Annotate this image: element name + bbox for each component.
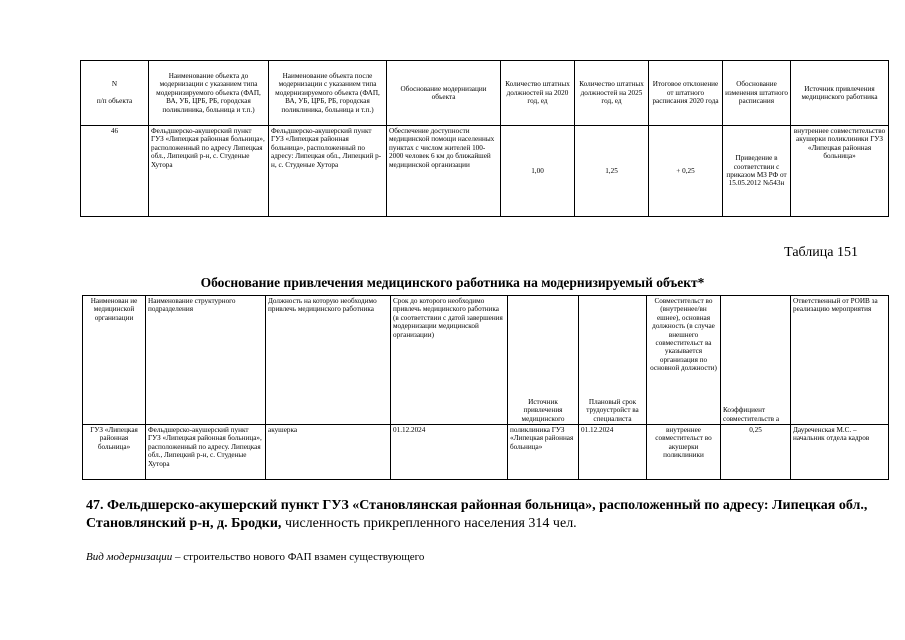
t1-cell-number: 46 (81, 126, 149, 217)
t2-cell-deadline: 01.12.2024 (391, 425, 508, 480)
table-row (81, 126, 889, 217)
table-number: Таблица 151 (784, 245, 858, 260)
t1-cell-object-before: Фельдшерско-акушерский пункт ГУЗ «Липецкая районная больница», расположенный по адресу Липецкая обл., Липецкий р-н, с. Студеные Хутора (149, 126, 269, 217)
t1-header-object-after: Наименование объекта после модернизации с указанием типа модернизируемого объекта (ФАП, ВА, УБ, ЦРБ, РБ, городская поликлиника, больница и т.п.) (269, 61, 387, 126)
t1-header-staff-2025: Количество штатных должностей на 2025 год, ед (575, 61, 649, 126)
t2-cell-coefficient: 0,25 (721, 425, 791, 480)
worker-recruitment-table (82, 295, 889, 480)
t1-cell-object-after: Фельдшерско-акушерский пункт ГУЗ «Липецкая районная больница», расположенный по адресу: Липецкая обл., Липецкий р-н, с. Студеные Хутора (269, 126, 387, 217)
t2-cell-planned-date: 01.12.2024 (579, 425, 647, 480)
modernization-type (86, 551, 424, 563)
t1-cell-staff-2020: 1,00 (501, 126, 575, 217)
section-heading-bold: 47. Фельдшерско-акушерский пункт ГУЗ «Становлянская районная больница», расположенный по адресу: Липецкая обл., Становлянский р-н, д. Бродки, (86, 498, 868, 531)
t1-cell-staff-change-reason: Приведение в соответствии с приказом МЗ РФ от 15.05.2012 №543н (723, 126, 791, 217)
t2-cell-part-time: внутреннее совместительст во акушерки поликлиники (647, 425, 721, 480)
t2-cell-subdivision: Фельдшерско-акушерский пункт ГУЗ «Липецкая районная больница», расположенный по адресу. Липецкая обл., Липецкий р-н, с. Студеные Хутора (146, 425, 266, 480)
modernization-objects-table (80, 60, 889, 217)
t2-header-subdivision: Наименование структурного подразделения (146, 296, 266, 425)
t2-cell-organization: ГУЗ «Липецкая районная больница» (83, 425, 146, 480)
t2-header-planned-date: Плановый срок трудоустройст ва специалиста (579, 296, 647, 425)
t1-header-worker-source: Источник привлечения медицинского работника (791, 61, 889, 126)
section-heading-population: численность прикрепленного населения 314 чел. (281, 516, 577, 531)
t1-header-deviation: Итоговое отклонение от штатного расписания 2020 года (649, 61, 723, 126)
t2-cell-source: поликлиника ГУЗ «Липецкая районная больница» (508, 425, 579, 480)
table-row (83, 425, 889, 480)
t1-cell-deviation: + 0,25 (649, 126, 723, 217)
t1-cell-justification: Обеспечение доступности медицинской помощи населенных пунктах с числом жителей 100-2000 человек 6 км до ближайшей медицинской организации (387, 126, 501, 217)
modernization-label: Вид модернизации (86, 551, 173, 563)
modernization-text: – строительство нового ФАП взамен существующего (172, 551, 425, 563)
table2-title: Обоснование привлечения медицинского работника на модернизируемый объект* (200, 275, 705, 290)
t2-header-position: Должность на которую необходимо привлечь медицинского работника (266, 296, 391, 425)
t1-header-staff-2020: Количество штатных должностей на 2020 год, ед (501, 61, 575, 126)
t1-header-justification: Обоснование модернизации объекта (387, 61, 501, 126)
table2-header-row (83, 296, 889, 425)
t1-header-staff-change-reason: Обоснование изменения штатного расписания (723, 61, 791, 126)
t2-header-part-time: Совместительст во (внутреннее/вн ешнее), основная должность (в случае внешнего совместительст ва указывается организация по основной должности) (647, 296, 721, 425)
section-heading (86, 497, 876, 533)
table1-header-row (81, 61, 889, 126)
t2-header-organization: Наименован ие медицинской организации (83, 296, 146, 425)
t1-cell-staff-2025: 1,25 (575, 126, 649, 217)
t2-header-deadline: Срок до которого необходимо привлечь медицинского работника (в соответствии с датой завершения модернизации медицинской организации) (391, 296, 508, 425)
t2-header-source: Источник привлечения медицинского (508, 296, 579, 425)
t1-header-object-before: Наименование объекта до модернизации с указанием типа модернизируемого объекта (ФАП, ВА, УБ, ЦРБ, РБ, городская поликлиника, больница и т.п.) (149, 61, 269, 126)
t2-cell-position: акушерка (266, 425, 391, 480)
t2-header-coefficient: Коэффициент совместительств а (721, 296, 791, 425)
t2-header-responsible: Ответственный от РОИВ за реализацию мероприятия (791, 296, 889, 425)
t2-cell-responsible: Дауреченская М.С. – начальник отдела кадров (791, 425, 889, 480)
t1-cell-worker-source: внутреннее совместительство акушерки поликлиники ГУЗ «Липецкая районная больница» (791, 126, 889, 217)
t1-header-number: N п/п объекта (81, 61, 149, 126)
